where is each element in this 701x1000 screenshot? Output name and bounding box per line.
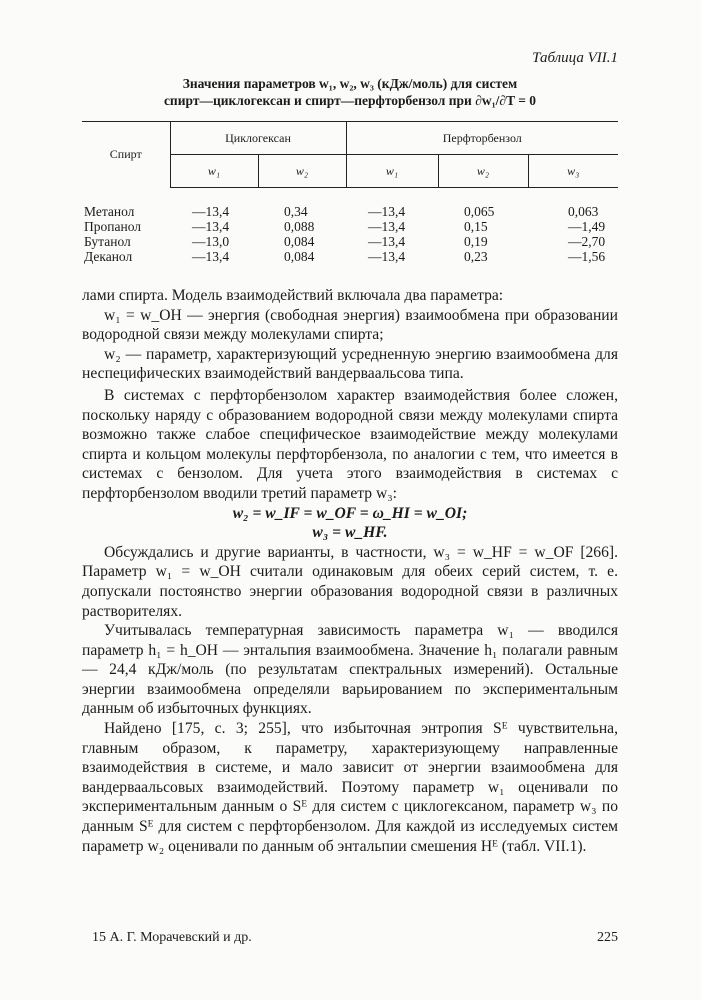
header-cyclohexane: Циклогексан	[170, 122, 346, 155]
header-c-w1: w₁	[170, 155, 258, 188]
cyclohexane-w2-cell: 0,088	[284, 219, 315, 234]
paragraph-6: Учитывалась температурная зависимость параметра w₁ — вводился параметр h₁ = h_OH — энтальпия взаимообмена. Значение h₁ полагали равным — 24,4 кДж/моль (по результатам спектральных измерений). Остальные энергии взаимообмена определяли варьированием по экспериментальным данным об избыточных функциях.	[82, 622, 618, 718]
cyclohexane-w1-cell: —13,4	[192, 249, 230, 264]
perfluorobenzene-w3-cell: —1,49	[568, 219, 606, 234]
perfluorobenzene-w3-cell: —2,70	[568, 234, 606, 249]
cyclohexane-w1-cell: —13,4	[192, 204, 230, 219]
table-body	[82, 188, 618, 265]
table-row	[82, 249, 618, 264]
paragraph-3: w₂ — параметр, характеризующий усредненную энергию взаимообмена для неспецифических взаимодействий вандерваальсова типа.	[82, 345, 618, 383]
body-text	[82, 286, 618, 856]
page	[82, 50, 618, 856]
alcohol-name-cell: Деканол	[84, 249, 133, 264]
perfluorobenzene-w2-cell: 0,19	[464, 234, 488, 249]
table-caption	[82, 75, 618, 109]
cyclohexane-w2-cell: 0,084	[284, 249, 315, 264]
paragraph-1: лами спирта. Модель взаимодействий включала два параметра:	[82, 287, 504, 304]
perfluorobenzene-w1-cell: —13,4	[368, 219, 406, 234]
header-p-w2: w₂	[438, 155, 528, 188]
caption-line-2: спирт—циклогексан и спирт—перфторбензол при ∂w₁/∂T = 0	[163, 93, 537, 108]
cyclohexane-w2-cell: 0,084	[284, 234, 315, 249]
page-number: 225	[597, 930, 618, 945]
paragraph-5: Обсуждались и другие варианты, в частности, w₃ = w_HF = w_OF [266]. Параметр w₁ = w_OH считали одинаковым для обеих серий систем, т. е. допускали постоянство энергии образования водородной связи в различных растворителях.	[82, 543, 618, 620]
alcohol-name-cell: Пропанол	[84, 219, 141, 234]
header-c-w2: w₂	[258, 155, 346, 188]
table-row	[82, 219, 618, 234]
table-row	[82, 234, 618, 249]
caption-line-1: Значения параметров w₁, w₂, w₃ (кДж/моль) для систем	[182, 76, 518, 91]
table-row	[82, 188, 618, 220]
perfluorobenzene-w3-cell: 0,063	[568, 204, 599, 219]
cyclohexane-w1-cell: —13,4	[192, 219, 230, 234]
header-alcohol: Спирт	[82, 122, 170, 188]
paragraph-4: В системах с перфторбензолом характер взаимодействия более сложен, поскольку наряду с образованием водородной связи между молекулами спирта возможно также слабое специфическое взаимодействие между молекулами спирта и кольцом молекулы перфторбензола, по аналогии с тем, что имеется в системах с бензолом. Для учета этого взаимодействия в системах с перфторбензолом вводили третий параметр w₃:	[82, 386, 618, 502]
perfluorobenzene-w2-cell: 0,065	[464, 204, 495, 219]
signature-mark: 15 А. Г. Морачевский и др.	[92, 930, 252, 945]
paragraph-7: Найдено [175, с. 3; 255], что избыточная энтропия Sᴱ чувствительна, главным образом, к параметру, характеризующему направленные взаимодействия в системе, и мало зависит от энергии взаимообмена для вандерваальсовых взаимодействий. Поэтому параметр w₁ оценивали по экспериментальным данным о Sᴱ для систем с циклогексаном, параметр w₃ по данным Sᴱ для систем с перфторбензолом. Для каждой из исследуемых систем параметр w₂ оценивали по данным об энтальпии смешения Hᴱ (табл. VII.1).	[82, 720, 618, 855]
paragraph-2: w₁ = w_OH — энергия (свободная энергия) взаимообмена при образовании водородной связи между молекулами спирта;	[82, 306, 618, 344]
formula-1: w₂ = w_IF = w_OF = ω_HI = w_OI;	[232, 504, 468, 522]
alcohol-name-cell: Бутанол	[84, 234, 131, 249]
parameters-table	[82, 121, 618, 264]
perfluorobenzene-w3-cell: —1,56	[568, 249, 606, 264]
perfluorobenzene-w1-cell: —13,4	[368, 249, 406, 264]
table-label: Таблица VII.1	[532, 50, 618, 66]
header-p-w3: w₃	[528, 155, 618, 188]
cyclohexane-w2-cell: 0,34	[284, 204, 308, 219]
header-perfluorobenzene: Перфторбензол	[346, 122, 618, 155]
perfluorobenzene-w1-cell: —13,4	[368, 234, 406, 249]
perfluorobenzene-w2-cell: 0,15	[464, 219, 488, 234]
header-p-w1: w₁	[346, 155, 438, 188]
formula-2: w₃ = w_HF.	[312, 524, 388, 542]
perfluorobenzene-w1-cell: —13,4	[368, 204, 406, 219]
cyclohexane-w1-cell: —13,0	[192, 234, 230, 249]
perfluorobenzene-w2-cell: 0,23	[464, 249, 488, 264]
alcohol-name-cell: Метанол	[84, 203, 135, 219]
